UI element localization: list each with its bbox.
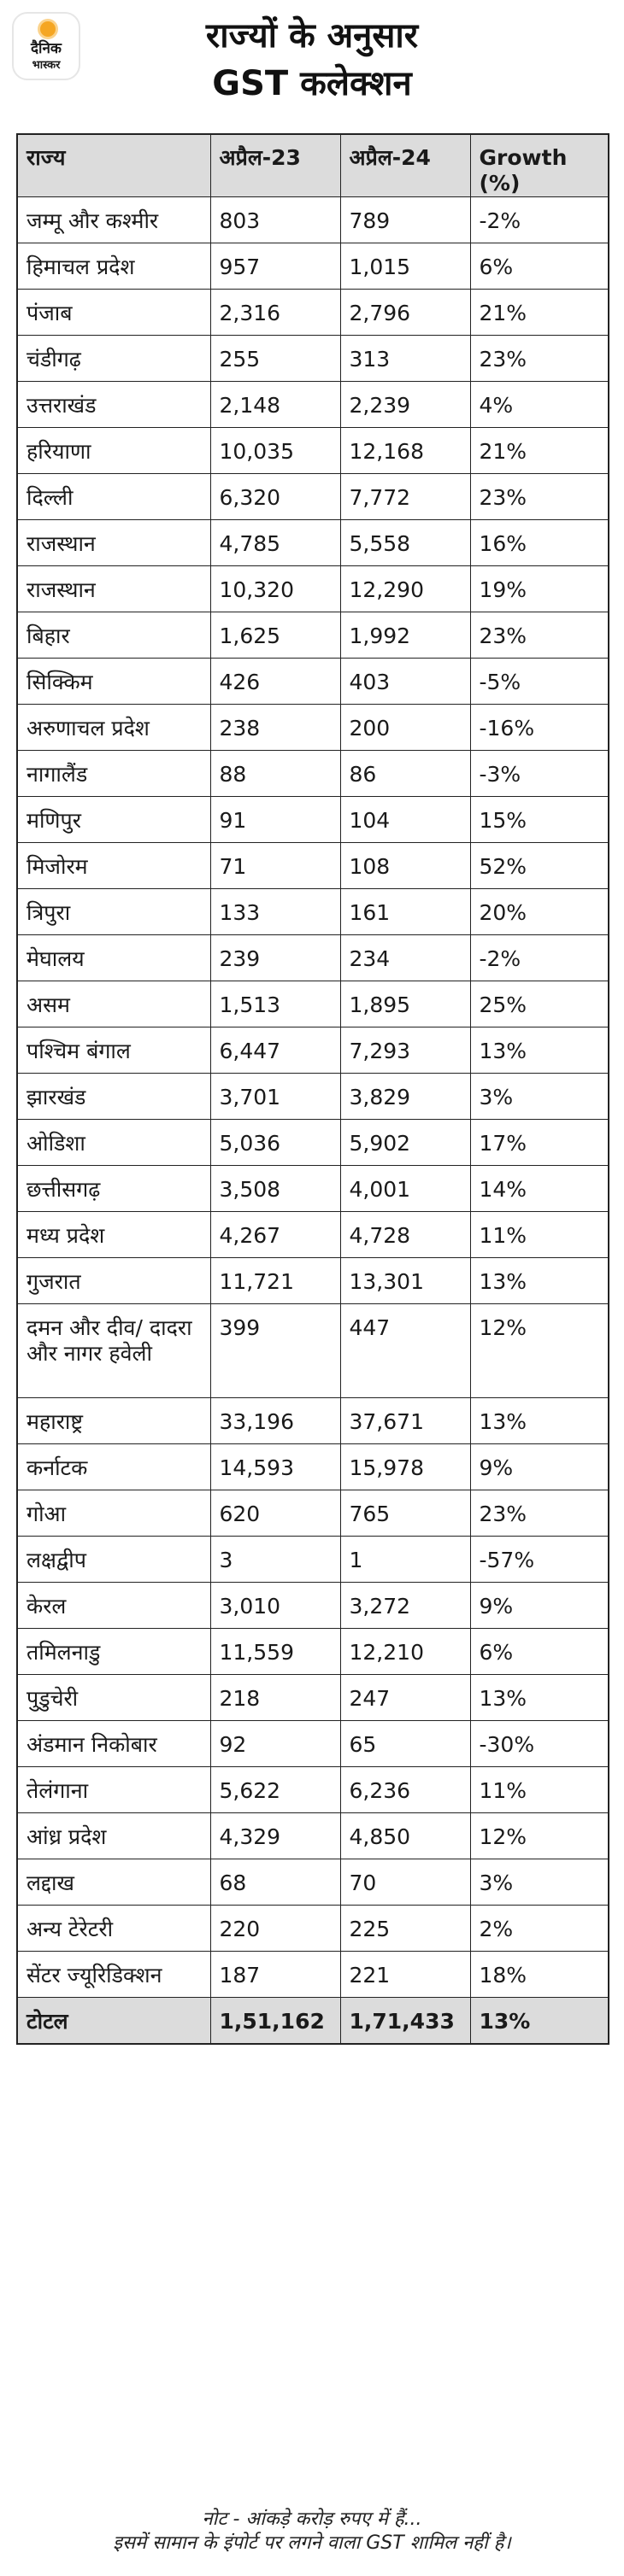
table-row	[17, 889, 609, 935]
table-row	[17, 474, 609, 520]
april-24-cell: 37,671	[340, 1398, 470, 1444]
footnote-line2: इसमें सामान के इंपोर्ट पर लगने वाला GST शामिल नहीं है।	[113, 2532, 511, 2554]
april-23-cell: 2,148	[210, 382, 340, 428]
state-cell: पंजाब	[17, 290, 210, 336]
growth-cell: 17%	[470, 1120, 609, 1166]
growth-cell: 23%	[470, 474, 609, 520]
total-april-24: 1,71,433	[340, 1998, 470, 2044]
april-23-cell: 1,625	[210, 612, 340, 659]
table-row	[17, 1166, 609, 1212]
growth-cell: 15%	[470, 797, 609, 843]
growth-cell: -2%	[470, 935, 609, 981]
april-24-cell: 200	[340, 705, 470, 751]
april-24-cell: 247	[340, 1675, 470, 1721]
growth-cell: 23%	[470, 612, 609, 659]
april-24-cell: 12,168	[340, 428, 470, 474]
growth-cell: 23%	[470, 336, 609, 382]
april-23-cell: 957	[210, 243, 340, 290]
title-line2: GST कलेक्शन	[212, 64, 412, 103]
state-cell: हिमाचल प्रदेश	[17, 243, 210, 290]
table-row	[17, 705, 609, 751]
growth-cell: -30%	[470, 1721, 609, 1767]
state-cell: मध्य प्रदेश	[17, 1212, 210, 1258]
growth-cell: 9%	[470, 1444, 609, 1490]
footnote	[0, 2508, 624, 2556]
growth-cell: 13%	[470, 1675, 609, 1721]
april-24-cell: 765	[340, 1490, 470, 1537]
state-cell: पश्चिम बंगाल	[17, 1027, 210, 1074]
state-cell: हरियाणा	[17, 428, 210, 474]
april-24-cell: 4,728	[340, 1212, 470, 1258]
table-row	[17, 1629, 609, 1675]
growth-cell: 14%	[470, 1166, 609, 1212]
april-24-cell: 108	[340, 843, 470, 889]
april-23-cell: 803	[210, 197, 340, 243]
state-cell: तेलंगाना	[17, 1767, 210, 1813]
april-23-cell: 3,010	[210, 1583, 340, 1629]
brand-line1: दैनिक	[31, 40, 62, 57]
state-cell: अरुणाचल प्रदेश	[17, 705, 210, 751]
state-cell: अन्य टेरेटरी	[17, 1906, 210, 1952]
april-23-cell: 255	[210, 336, 340, 382]
growth-cell: 11%	[470, 1767, 609, 1813]
april-23-cell: 399	[210, 1304, 340, 1398]
growth-cell: -2%	[470, 197, 609, 243]
table-row	[17, 1074, 609, 1120]
april-24-cell: 225	[340, 1906, 470, 1952]
table-row	[17, 336, 609, 382]
april-24-cell: 6,236	[340, 1767, 470, 1813]
growth-cell: 13%	[470, 1027, 609, 1074]
table-row	[17, 428, 609, 474]
table-row	[17, 981, 609, 1027]
growth-cell: 13%	[470, 1258, 609, 1304]
growth-cell: 20%	[470, 889, 609, 935]
brand-logo	[12, 12, 80, 80]
table-row	[17, 1212, 609, 1258]
header-april-23: अप्रैल-23	[210, 134, 340, 197]
april-23-cell: 11,721	[210, 1258, 340, 1304]
table-row	[17, 382, 609, 428]
state-cell: बिहार	[17, 612, 210, 659]
april-24-cell: 65	[340, 1721, 470, 1767]
state-cell: लक्षद्वीप	[17, 1537, 210, 1583]
april-24-cell: 1,992	[340, 612, 470, 659]
growth-cell: 19%	[470, 566, 609, 612]
state-cell: आंध्र प्रदेश	[17, 1813, 210, 1859]
state-cell: लद्दाख	[17, 1859, 210, 1906]
table-row	[17, 797, 609, 843]
april-24-cell: 234	[340, 935, 470, 981]
april-24-cell: 4,001	[340, 1166, 470, 1212]
state-cell: चंडीगढ़	[17, 336, 210, 382]
state-cell: महाराष्ट्र	[17, 1398, 210, 1444]
growth-cell: 21%	[470, 290, 609, 336]
table-row	[17, 243, 609, 290]
april-24-cell: 1,895	[340, 981, 470, 1027]
april-23-cell: 2,316	[210, 290, 340, 336]
april-24-cell: 15,978	[340, 1444, 470, 1490]
april-24-cell: 13,301	[340, 1258, 470, 1304]
table-row	[17, 1721, 609, 1767]
header-april-24: अप्रैल-24	[340, 134, 470, 197]
table-row	[17, 566, 609, 612]
state-cell: अंडमान निकोबार	[17, 1721, 210, 1767]
april-23-cell: 33,196	[210, 1398, 340, 1444]
growth-cell: 4%	[470, 382, 609, 428]
table-row	[17, 1444, 609, 1490]
april-23-cell: 92	[210, 1721, 340, 1767]
april-24-cell: 70	[340, 1859, 470, 1906]
april-24-cell: 789	[340, 197, 470, 243]
april-23-cell: 4,785	[210, 520, 340, 566]
sun-icon	[40, 21, 56, 37]
table-row	[17, 1767, 609, 1813]
april-23-cell: 220	[210, 1906, 340, 1952]
april-23-cell: 133	[210, 889, 340, 935]
growth-cell: -5%	[470, 659, 609, 705]
total-label: टोटल	[17, 1998, 210, 2044]
table-row	[17, 1952, 609, 1998]
april-23-cell: 91	[210, 797, 340, 843]
april-24-cell: 1	[340, 1537, 470, 1583]
header-state: राज्य	[17, 134, 210, 197]
total-april-23: 1,51,162	[210, 1998, 340, 2044]
table-row	[17, 1859, 609, 1906]
header-growth: Growth (%)	[470, 134, 609, 197]
table-row	[17, 751, 609, 797]
growth-cell: 3%	[470, 1859, 609, 1906]
april-24-cell: 447	[340, 1304, 470, 1398]
header	[0, 0, 624, 133]
growth-cell: 25%	[470, 981, 609, 1027]
growth-cell: 16%	[470, 520, 609, 566]
april-23-cell: 4,329	[210, 1813, 340, 1859]
april-24-cell: 12,290	[340, 566, 470, 612]
table-row	[17, 1027, 609, 1074]
table-row	[17, 1537, 609, 1583]
april-23-cell: 620	[210, 1490, 340, 1537]
table-body	[17, 197, 609, 1998]
growth-cell: 12%	[470, 1813, 609, 1859]
state-cell: गोआ	[17, 1490, 210, 1537]
growth-cell: 3%	[470, 1074, 609, 1120]
april-23-cell: 10,035	[210, 428, 340, 474]
state-cell: पुडुचेरी	[17, 1675, 210, 1721]
april-23-cell: 14,593	[210, 1444, 340, 1490]
april-24-cell: 5,558	[340, 520, 470, 566]
state-cell: उत्तराखंड	[17, 382, 210, 428]
table-row	[17, 1258, 609, 1304]
growth-cell: 6%	[470, 1629, 609, 1675]
table-row	[17, 1120, 609, 1166]
april-24-cell: 7,772	[340, 474, 470, 520]
table-row	[17, 1813, 609, 1859]
growth-cell: 2%	[470, 1906, 609, 1952]
growth-cell: 6%	[470, 243, 609, 290]
april-24-cell: 2,796	[340, 290, 470, 336]
april-23-cell: 239	[210, 935, 340, 981]
table-row	[17, 1675, 609, 1721]
state-cell: दिल्ली	[17, 474, 210, 520]
state-cell: सिक्किम	[17, 659, 210, 705]
state-cell: मेघालय	[17, 935, 210, 981]
state-cell: मणिपुर	[17, 797, 210, 843]
state-cell: सेंटर ज्यूरिडिक्शन	[17, 1952, 210, 1998]
gst-table-container	[16, 133, 608, 2045]
table-row	[17, 1304, 609, 1398]
april-23-cell: 88	[210, 751, 340, 797]
april-24-cell: 3,272	[340, 1583, 470, 1629]
state-cell: केरल	[17, 1583, 210, 1629]
growth-cell: 23%	[470, 1490, 609, 1537]
april-24-cell: 104	[340, 797, 470, 843]
table-row	[17, 1490, 609, 1537]
april-23-cell: 1,513	[210, 981, 340, 1027]
state-cell: राजस्थान	[17, 566, 210, 612]
april-24-cell: 313	[340, 336, 470, 382]
table-total-row	[17, 1998, 609, 2044]
april-24-cell: 221	[340, 1952, 470, 1998]
growth-cell: 11%	[470, 1212, 609, 1258]
state-cell: झारखंड	[17, 1074, 210, 1120]
april-23-cell: 5,622	[210, 1767, 340, 1813]
april-23-cell: 6,320	[210, 474, 340, 520]
growth-cell: -16%	[470, 705, 609, 751]
state-cell: मिजोरम	[17, 843, 210, 889]
growth-cell: 9%	[470, 1583, 609, 1629]
april-24-cell: 3,829	[340, 1074, 470, 1120]
table-row	[17, 1906, 609, 1952]
april-23-cell: 3,508	[210, 1166, 340, 1212]
april-23-cell: 3,701	[210, 1074, 340, 1120]
april-23-cell: 3	[210, 1537, 340, 1583]
state-cell: कर्नाटक	[17, 1444, 210, 1490]
growth-cell: -3%	[470, 751, 609, 797]
growth-cell: 52%	[470, 843, 609, 889]
april-23-cell: 11,559	[210, 1629, 340, 1675]
state-cell: गुजरात	[17, 1258, 210, 1304]
april-23-cell: 5,036	[210, 1120, 340, 1166]
growth-cell: 12%	[470, 1304, 609, 1398]
april-24-cell: 2,239	[340, 382, 470, 428]
growth-cell: 13%	[470, 1398, 609, 1444]
april-24-cell: 1,015	[340, 243, 470, 290]
april-24-cell: 161	[340, 889, 470, 935]
table-row	[17, 612, 609, 659]
april-24-cell: 5,902	[340, 1120, 470, 1166]
april-24-cell: 12,210	[340, 1629, 470, 1675]
gst-table	[16, 133, 609, 2045]
table-row	[17, 1398, 609, 1444]
state-cell: तमिलनाडु	[17, 1629, 210, 1675]
title-line1: राज्यों के अनुसार	[205, 16, 419, 56]
april-24-cell: 403	[340, 659, 470, 705]
april-23-cell: 71	[210, 843, 340, 889]
state-cell: नागालैंड	[17, 751, 210, 797]
brand-line2: भास्कर	[32, 59, 61, 72]
april-23-cell: 426	[210, 659, 340, 705]
total-growth: 13%	[470, 1998, 609, 2044]
state-cell: छत्तीसगढ़	[17, 1166, 210, 1212]
page-title	[94, 12, 530, 108]
april-24-cell: 4,850	[340, 1813, 470, 1859]
state-cell: ओडिशा	[17, 1120, 210, 1166]
table-row	[17, 659, 609, 705]
april-23-cell: 6,447	[210, 1027, 340, 1074]
footnote-line1: नोट - आंकड़े करोड़ रुपए में हैं...	[202, 2509, 422, 2530]
table-row	[17, 290, 609, 336]
state-cell: जम्मू और कश्मीर	[17, 197, 210, 243]
table-row	[17, 520, 609, 566]
state-cell: असम	[17, 981, 210, 1027]
growth-cell: -57%	[470, 1537, 609, 1583]
april-23-cell: 68	[210, 1859, 340, 1906]
april-23-cell: 187	[210, 1952, 340, 1998]
april-23-cell: 4,267	[210, 1212, 340, 1258]
growth-cell: 21%	[470, 428, 609, 474]
table-row	[17, 843, 609, 889]
table-row	[17, 197, 609, 243]
state-cell: दमन और दीव/ दादरा और नागर हवेली	[17, 1304, 210, 1398]
growth-cell: 18%	[470, 1952, 609, 1998]
april-24-cell: 7,293	[340, 1027, 470, 1074]
state-cell: राजस्थान	[17, 520, 210, 566]
table-row	[17, 935, 609, 981]
table-header-row	[17, 134, 609, 197]
april-23-cell: 238	[210, 705, 340, 751]
april-23-cell: 10,320	[210, 566, 340, 612]
state-cell: त्रिपुरा	[17, 889, 210, 935]
table-row	[17, 1583, 609, 1629]
april-23-cell: 218	[210, 1675, 340, 1721]
april-24-cell: 86	[340, 751, 470, 797]
